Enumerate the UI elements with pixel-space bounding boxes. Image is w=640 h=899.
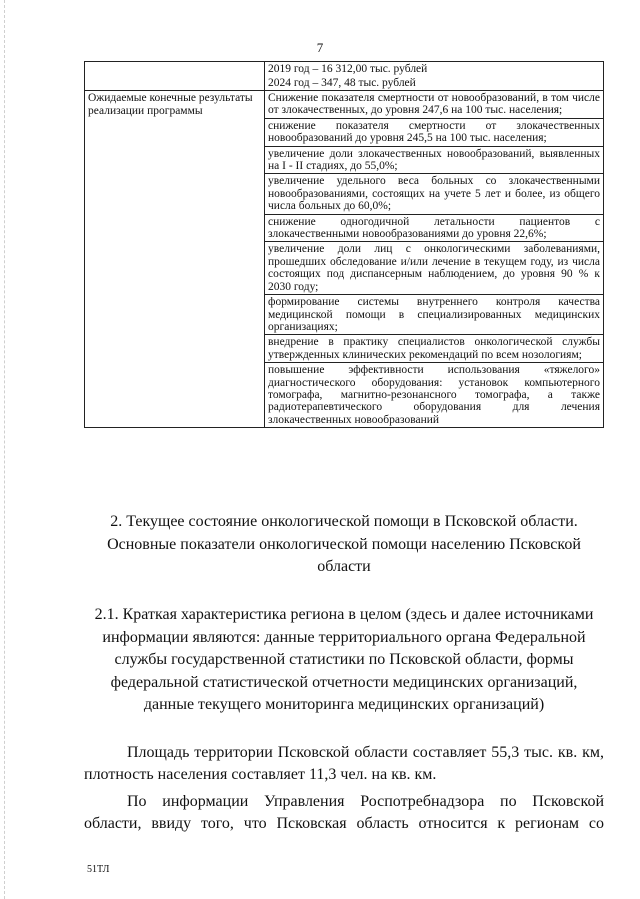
section-2-1-heading: 2.1. Краткая характеристика региона в целом (здесь и далее источниками информации являются: данные территориального органа Федеральной службы государственной статистики по Псковской области, формы федеральной статистической отчетности медицинских организаций, данные текущего мониторинга медицинских организаций) [94,606,594,713]
body-paragraph-area: Площадь территории Псковской области составляет 55,3 тыс. кв. км, плотность населения составляет 11,3 чел. на кв. км. [84,744,604,783]
footer-code: 51ТЛ [87,864,110,875]
result-item: формирование системы внутреннего контроля качества медицинской помощи в специализированных медицинских организациях; [265,294,603,334]
result-item: увеличение доли злокачественных новообразований, выявленных на I - II стадиях, до 55,0%; [265,146,603,174]
table-row-budget [85,62,604,91]
table-cell-empty [85,62,265,91]
result-item: повышение эффективности использования «тяжелого» диагностического оборудования: установок компьютерного томографа, магнитно-резонансного томографа, а также радиотерапевтического оборудования для лечения злокачественных новообразований [265,362,603,427]
table-cell-results-label [85,91,265,428]
result-item: увеличение удельного веса больных со злокачественными новообразованиями, состоящих на учете 5 лет и более, из общего числа больных до 60,0%; [265,173,603,213]
table-row-results [85,91,604,428]
budget-line-2019: 2019 год – 16 312,00 тыс. рублей [268,63,428,75]
body-paragraph-rospotrebnadzor: По информации Управления Роспотребнадзора по Псковской области, ввиду того, что Псковская область относится к регионам со [84,793,604,832]
result-item: снижение одногодичной летальности пациентов с злокачественными новообразованиями до уровня 22,6%; [265,214,603,242]
section-2-heading: 2. Текущее состояние онкологической помощи в Псковской области. Основные показатели онкологической помощи населению Псковской области [107,513,581,575]
table-cell-results-items [265,91,604,428]
result-item: увеличение доли лиц с онкологическими заболеваниями, прошедших обследование и/или лечение в текущем году, из числа состоящих под диспансерным наблюдением, до уровня 90 % к 2030 году; [265,241,603,294]
program-passport-table [84,61,604,428]
budget-line-2024: 2024 год – 347, 48 тыс. рублей [268,77,416,89]
result-item: внедрение в практику специалистов онкологической службы утвержденных клинических рекомендаций по всем нозологиям; [265,334,603,362]
page-number: 7 [316,40,324,55]
scan-edge-line [4,0,6,899]
result-item: снижение показателя смертности от злокачественных новообразований до уровня 245,5 на 100 тыс. населения; [265,118,603,146]
result-item: Снижение показателя смертности от новообразований, в том числе от злокачественных, до уровня 247,6 на 100 тыс. населения; [268,92,600,117]
results-label: Ожидаемые конечные результаты реализации программы [88,92,253,117]
table-cell-budget [265,62,604,91]
